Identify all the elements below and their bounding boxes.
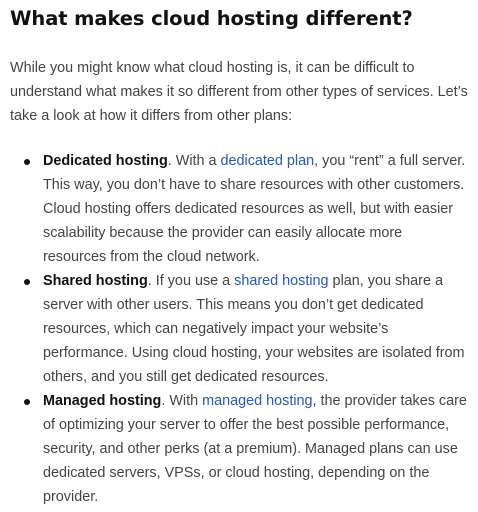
term-shared-hosting: Shared hosting [43,273,148,289]
section-heading: What makes cloud hosting different? [10,7,413,30]
intro-paragraph: While you might know what cloud hosting is, it can be difficult to understand what makes it so different from other types of services. Let’s take a look at how it differs from other plans: [10,60,468,124]
item-text: plan, you share a server with other users. This means you don’t get dedicated resources, which can negatively impact your website’s performance. Using cloud hosting, your websites are isolated from others, and you still get dedicated resources. [43,273,465,385]
list-item-managed-hosting [10,389,468,509]
item-text: . With a [167,153,221,169]
managed-hosting-link[interactable]: managed hosting [202,393,313,409]
item-text: , the provider takes care of optimizing your server to offer the best possible performance, security, and other perks (at a premium). Managed plans can use dedicated servers, VPSs, or cloud hosting, depending on the provider. [43,393,467,505]
term-managed-hosting: Managed hosting [43,393,162,409]
bullet-icon [24,159,30,165]
bullet-icon [24,279,30,285]
bullet-icon [24,399,30,405]
item-text: . With [161,393,203,409]
term-dedicated-hosting: Dedicated hosting [43,153,168,169]
hosting-types-list [10,149,468,509]
list-item-shared-hosting [10,269,468,389]
list-item-dedicated-hosting [10,149,468,269]
shared-hosting-link[interactable]: shared hosting [234,273,329,289]
item-text: , you “rent” a full server. This way, you don’t have to share resources with other customers. Cloud hosting offers dedicated resources as well, but with easier scalability because the provider can easily allocate more resources from the cloud network. [43,153,466,265]
dedicated-plan-link[interactable]: dedicated plan [220,153,315,169]
item-text: . If you use a [147,273,235,289]
